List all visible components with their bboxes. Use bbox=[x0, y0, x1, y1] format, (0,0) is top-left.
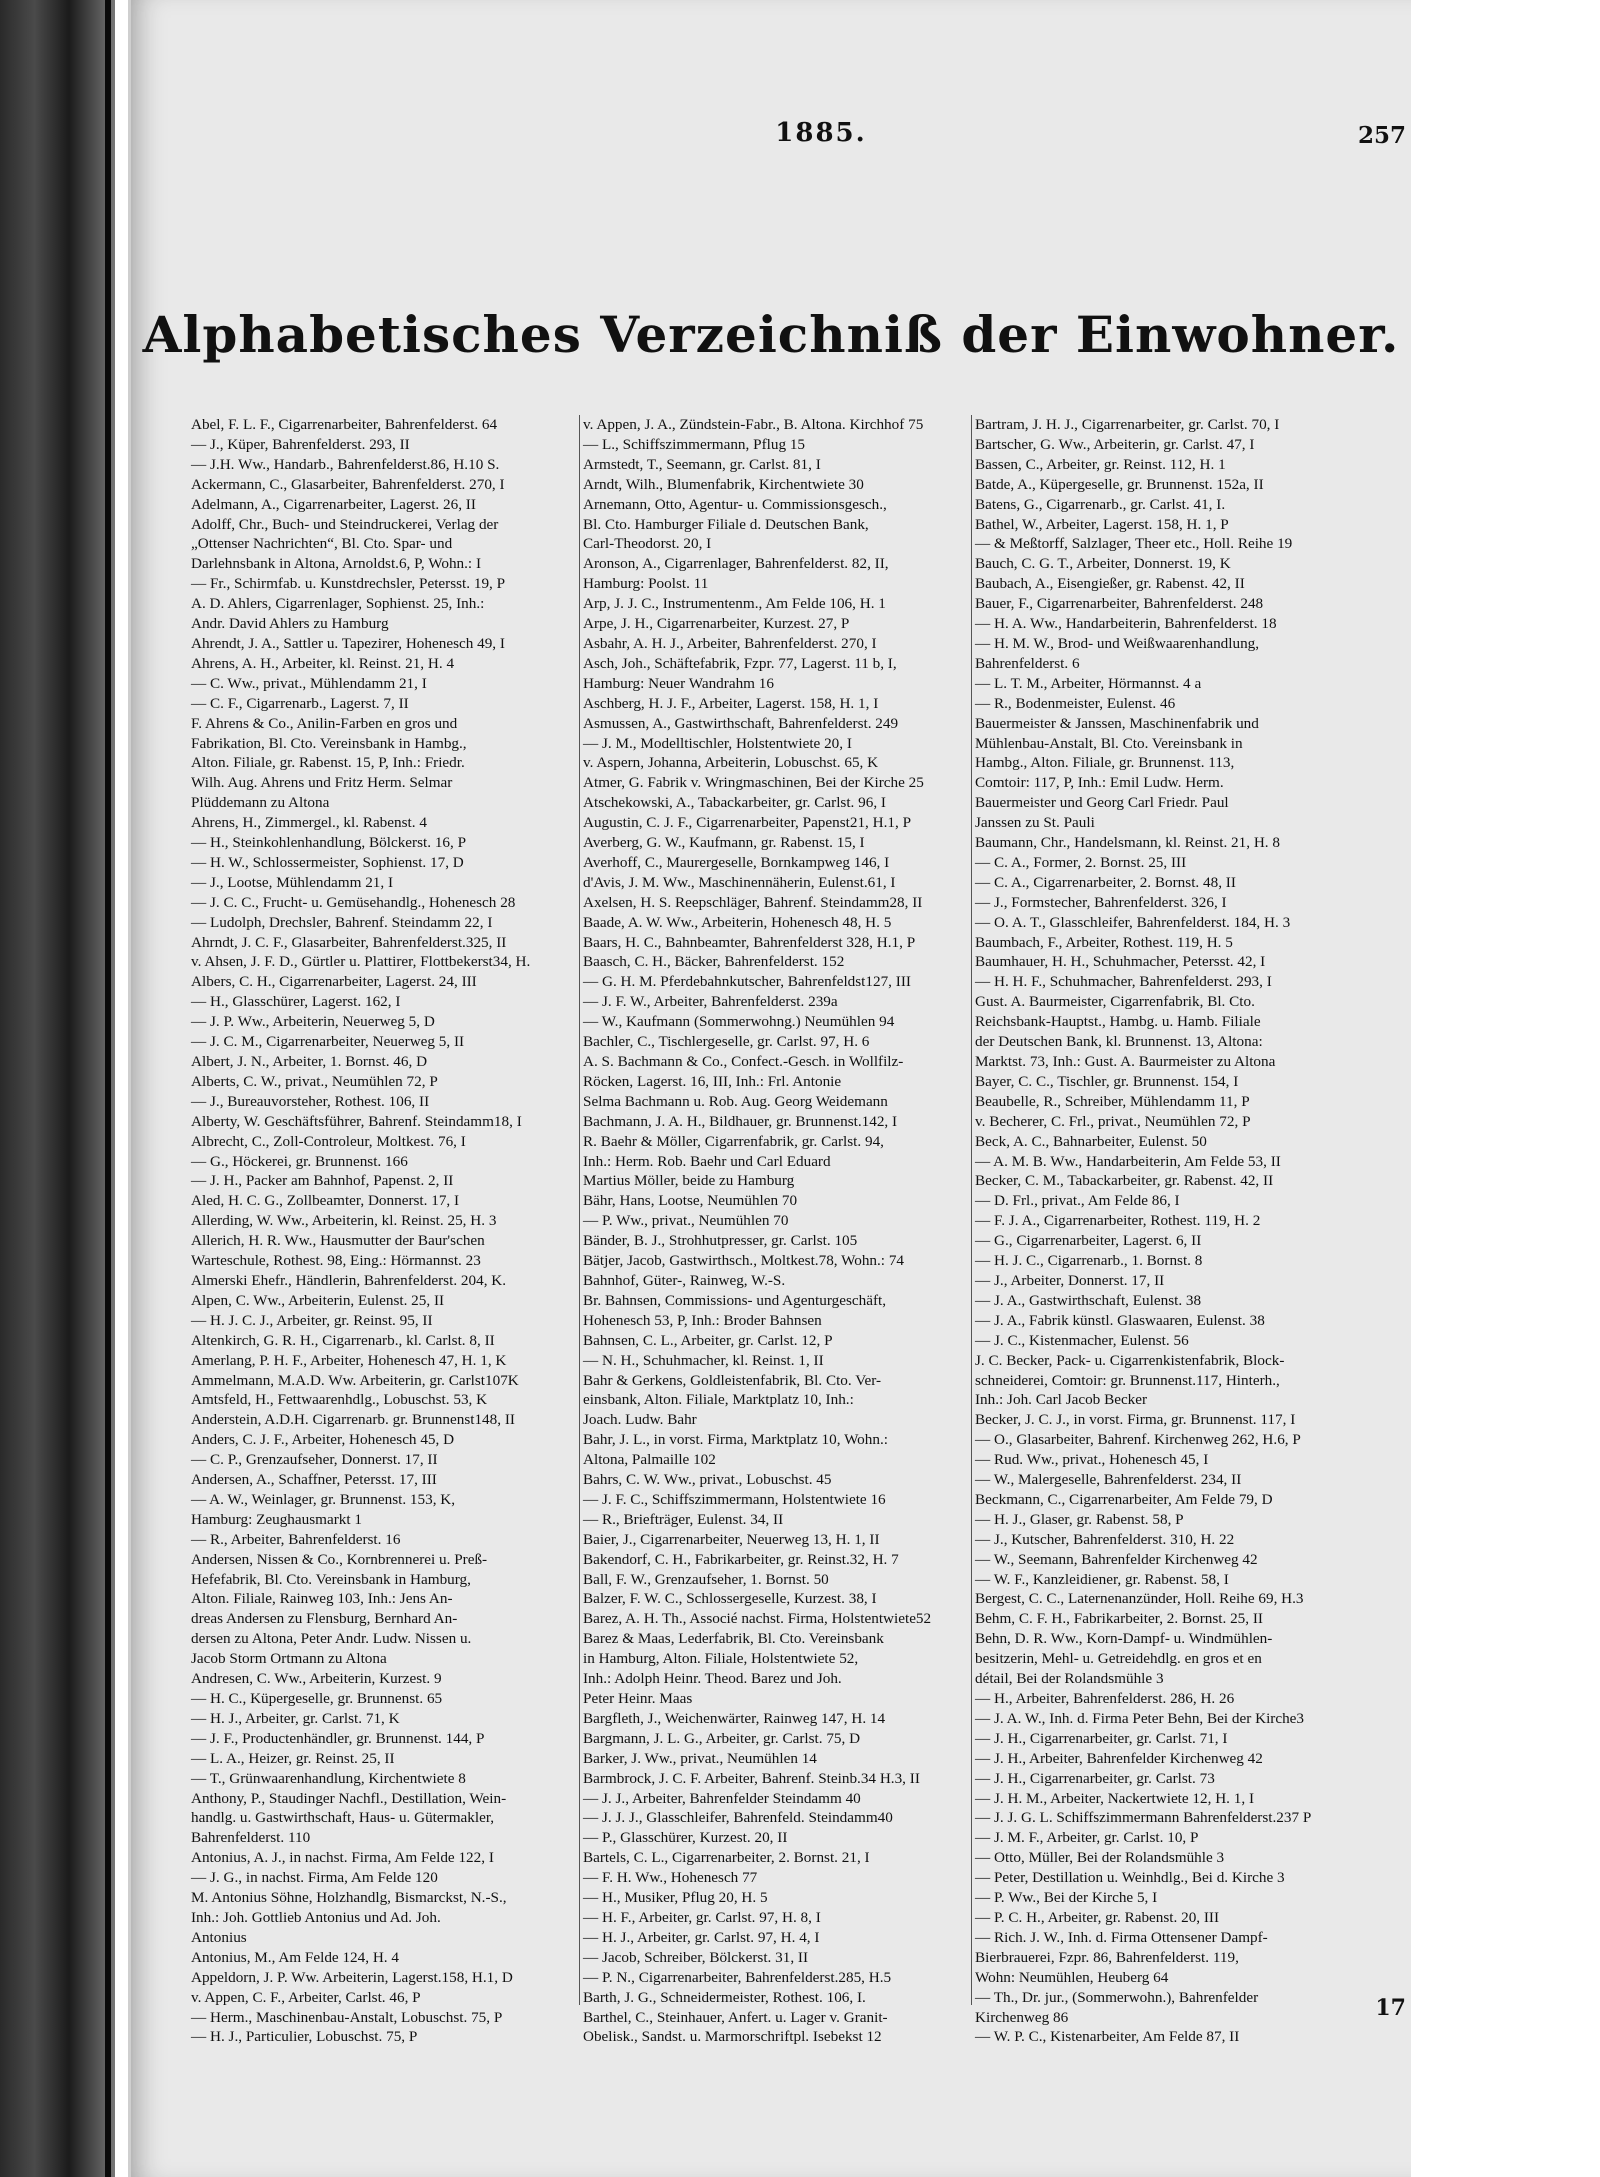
directory-line: einsbank, Alton. Filiale, Marktplatz 10, Inh.: bbox=[583, 1391, 854, 1409]
directory-line: Averhoff, C., Maurergeselle, Bornkampweg 146, I bbox=[583, 853, 890, 871]
directory-line: — J. C., Kistenmacher, Eulenst. 56 bbox=[975, 1331, 1189, 1349]
directory-line: Ahrendt, J. A., Sattler u. Tapezirer, Hohenesch 49, I bbox=[191, 634, 505, 652]
directory-line: Kirchenweg 86 bbox=[975, 2008, 1069, 2026]
directory-line: — P. Ww., privat., Neumühlen 70 bbox=[583, 1212, 789, 1230]
directory-line: Adolff, Chr., Buch- und Steindruckerei, Verlag der bbox=[191, 515, 499, 533]
directory-line: — H. J., Glaser, gr. Rabenst. 58, P bbox=[975, 1510, 1184, 1528]
directory-line: Bachler, C., Tischlergeselle, gr. Carlst. 97, H. 6 bbox=[583, 1033, 870, 1051]
directory-line: Baumhauer, H. H., Schuhmacher, Petersst. 42, I bbox=[975, 953, 1266, 971]
directory-line: Armstedt, T., Seemann, gr. Carlst. 81, I bbox=[583, 455, 821, 473]
directory-line: — H. J. C. J., Arbeiter, gr. Reinst. 95, II bbox=[191, 1311, 433, 1329]
directory-line: Inh.: Joh. Gottlieb Antonius und Ad. Joh. bbox=[191, 1908, 441, 1926]
directory-line: Warteschule, Rothest. 98, Eing.: Hörmannst. 23 bbox=[191, 1252, 481, 1270]
page-title: Alphabetisches Verzeichniß der Einwohner. bbox=[142, 305, 1400, 364]
directory-line: Alpen, C. Ww., Arbeiterin, Eulenst. 25, II bbox=[191, 1291, 445, 1309]
directory-line: Albrecht, C., Zoll-Controleur, Moltkest. 76, I bbox=[191, 1132, 466, 1150]
directory-line: — C. Ww., privat., Mühlendamm 21, I bbox=[191, 674, 427, 692]
directory-line: Asbahr, A. H. J., Arbeiter, Bahrenfelderst. 270, I bbox=[583, 634, 877, 652]
directory-line: Bartram, J. H. J., Cigarrenarbeiter, gr. Carlst. 70, I bbox=[975, 416, 1280, 433]
directory-line: Peter Heinr. Maas bbox=[583, 1690, 693, 1707]
directory-line: Arp, J. J. C., Instrumentenm., Am Felde 106, H. 1 bbox=[583, 595, 886, 613]
directory-line: — H. W., Schlossermeister, Sophienst. 17, D bbox=[191, 853, 464, 871]
directory-line: Antonius, A. J., in nachst. Firma, Am Felde 122, I bbox=[191, 1849, 494, 1867]
directory-line: — P. N., Cigarrenarbeiter, Bahrenfelderst.285, H.5 bbox=[583, 1968, 892, 1986]
directory-line: Augustin, C. J. F., Cigarrenarbeiter, Papenst21, H.1, P bbox=[583, 814, 912, 832]
directory-line: — J. H., Cigarrenarbeiter, gr. Carlst. 73 bbox=[975, 1769, 1215, 1787]
column-1 bbox=[191, 415, 575, 2046]
book-spine bbox=[0, 0, 115, 2177]
directory-line: Anderstein, A.D.H. Cigarrenarb. gr. Brunnenst148, II bbox=[191, 1411, 515, 1429]
directory-line: — J. F. W., Arbeiter, Bahrenfelderst. 239a bbox=[583, 993, 838, 1011]
directory-line: — J. A., Fabrik künstl. Glaswaaren, Eulenst. 38 bbox=[975, 1311, 1265, 1329]
directory-line: Röcken, Lagerst. 16, III, Inh.: Frl. Antonie bbox=[583, 1072, 842, 1090]
directory-line: — G., Höckerei, gr. Brunnenst. 166 bbox=[191, 1152, 408, 1170]
directory-line: — W., Kaufmann (Sommerwohng.) Neumühlen 94 bbox=[583, 1013, 895, 1031]
directory-line: Alberts, C. W., privat., Neumühlen 72, P bbox=[191, 1072, 438, 1090]
directory-line: A. S. Bachmann & Co., Confect.-Gesch. in Wollfilz- bbox=[583, 1053, 904, 1070]
directory-line: v. Becherer, C. Frl., privat., Neumühlen 72, P bbox=[975, 1112, 1251, 1130]
directory-line: Bahr & Gerkens, Goldleistenfabrik, Bl. Cto. Ver- bbox=[583, 1371, 882, 1389]
directory-line: Bayer, C. C., Tischler, gr. Brunnenst. 154, I bbox=[975, 1072, 1239, 1090]
directory-line: — N. H., Schuhmacher, kl. Reinst. 1, II bbox=[583, 1351, 824, 1369]
directory-line: — F. H. Ww., Hohenesch 77 bbox=[583, 1869, 758, 1887]
directory-line: Bähr, Hans, Lootse, Neumühlen 70 bbox=[583, 1192, 798, 1210]
directory-line: — J. C. M., Cigarrenarbeiter, Neuerweg 5, II bbox=[191, 1033, 465, 1051]
directory-line: Marktst. 73, Inh.: Gust. A. Baurmeister zu Altona bbox=[975, 1053, 1276, 1070]
directory-line: — J. H., Cigarrenarbeiter, gr. Carlst. 71, I bbox=[975, 1729, 1228, 1747]
directory-line: Obelisk., Sandst. u. Marmorschriftpl. Isebekst 12 bbox=[583, 2028, 882, 2046]
page-header bbox=[131, 110, 1411, 150]
directory-line: — J.H. Ww., Handarb., Bahrenfelderst.86, H.10 S. bbox=[191, 455, 500, 473]
directory-line: Asmussen, A., Gastwirthschaft, Bahrenfelderst. 249 bbox=[583, 714, 899, 732]
directory-line: Ammelmann, M.A.D. Ww. Arbeiterin, gr. Carlst107K bbox=[191, 1371, 519, 1389]
directory-line: Bierbrauerei, Fzpr. 86, Bahrenfelderst. 119, bbox=[975, 1948, 1239, 1966]
directory-line: Bahrenfelderst. 110 bbox=[191, 1829, 311, 1847]
page bbox=[128, 0, 1411, 2177]
directory-line: Batens, G., Cigarrenarb., gr. Carlst. 41, I. bbox=[975, 495, 1226, 513]
directory-line: — H., Glasschürer, Lagerst. 162, I bbox=[191, 993, 401, 1011]
directory-line: Bartscher, G. Ww., Arbeiterin, gr. Carlst. 47, I bbox=[975, 435, 1255, 453]
directory-line: — J., Formstecher, Bahrenfelderst. 326, I bbox=[975, 893, 1227, 911]
directory-line: Behm, C. F. H., Fabrikarbeiter, 2. Bornst. 25, II bbox=[975, 1610, 1263, 1628]
directory-line: Arpe, J. H., Cigarrenarbeiter, Kurzest. 27, P bbox=[583, 615, 850, 633]
directory-line: Bauermeister & Janssen, Maschinenfabrik und bbox=[975, 714, 1259, 732]
directory-line: Andr. David Ahlers zu Hamburg bbox=[191, 615, 389, 633]
directory-line: Abel, F. L. F., Cigarrenarbeiter, Bahrenfelderst. 64 bbox=[191, 416, 498, 433]
directory-line: Hefefabrik, Bl. Cto. Vereinsbank in Hamburg, bbox=[191, 1570, 471, 1588]
directory-line: besitzerin, Mehl- u. Getreidehdlg. en gros et en bbox=[975, 1650, 1262, 1668]
directory-line: Atmer, G. Fabrik v. Wringmaschinen, Bei der Kirche 25 bbox=[583, 774, 924, 792]
directory-line: Wilh. Aug. Ahrens und Fritz Herm. Selmar bbox=[191, 774, 453, 792]
directory-line: dreas Andersen zu Flensburg, Bernhard An- bbox=[191, 1610, 458, 1628]
directory-line: Bargfleth, J., Weichenwärter, Rainweg 147, H. 14 bbox=[583, 1709, 886, 1727]
directory-line: — H., Musiker, Pflug 20, H. 5 bbox=[583, 1889, 768, 1907]
directory-line: Hohenesch 53, P, Inh.: Broder Bahnsen bbox=[583, 1311, 822, 1329]
directory-line: Darlehnsbank in Altona, Arnoldst.6, P, Wohn.: I bbox=[191, 555, 481, 573]
directory-line: Bakendorf, C. H., Fabrikarbeiter, gr. Reinst.32, H. 7 bbox=[583, 1550, 899, 1568]
directory-line: — H. F., Arbeiter, gr. Carlst. 97, H. 8, I bbox=[583, 1908, 821, 1926]
directory-line: Hamburg: Neuer Wandrahm 16 bbox=[583, 674, 774, 692]
directory-line: — J. P. Ww., Arbeiterin, Neuerweg 5, D bbox=[191, 1013, 435, 1031]
directory-line: Allerich, H. R. Ww., Hausmutter der Baur'schen bbox=[191, 1232, 485, 1250]
directory-line: Averberg, G. W., Kaufmann, gr. Rabenst. 15, I bbox=[583, 834, 865, 852]
directory-line: — W., Malergeselle, Bahrenfelderst. 234, II bbox=[975, 1471, 1242, 1489]
directory-line: Batde, A., Küpergeselle, gr. Brunnenst. 152a, II bbox=[975, 475, 1264, 493]
directory-line: Martius Möller, beide zu Hamburg bbox=[583, 1172, 795, 1190]
directory-line: Barthel, C., Steinhauer, Anfert. u. Lager v. Granit- bbox=[583, 2008, 888, 2026]
directory-line: Baasch, C. H., Bäcker, Bahrenfelderst. 152 bbox=[583, 953, 845, 971]
directory-line: Beaubelle, R., Schreiber, Mühlendamm 11, P bbox=[975, 1092, 1250, 1110]
directory-line: Inh.: Adolph Heinr. Theod. Barez und Joh. bbox=[583, 1670, 842, 1688]
directory-line: Ahrens, A. H., Arbeiter, kl. Reinst. 21, H. 4 bbox=[191, 654, 455, 672]
directory-line: Inh.: Herm. Rob. Baehr und Carl Eduard bbox=[583, 1152, 831, 1170]
directory-line: Atschekowski, A., Tabackarbeiter, gr. Carlst. 96, I bbox=[583, 794, 886, 812]
directory-line: Jacob Storm Ortmann zu Altona bbox=[191, 1650, 387, 1668]
directory-line: — L., Schiffszimmermann, Pflug 15 bbox=[583, 435, 806, 453]
directory-line: Anders, C. J. F., Arbeiter, Hohenesch 45, D bbox=[191, 1431, 455, 1449]
directory-line: Barmbrock, J. C. F. Arbeiter, Bahrenf. Steinb.34 H.3, II bbox=[583, 1769, 920, 1787]
directory-line: Ahrndt, J. C. F., Glasarbeiter, Bahrenfelderst.325, II bbox=[191, 933, 507, 951]
directory-line: Andresen, C. Ww., Arbeiterin, Kurzest. 9 bbox=[191, 1670, 442, 1688]
directory-line: Baade, A. W. Ww., Arbeiterin, Hohenesch 48, H. 5 bbox=[583, 913, 892, 931]
directory-line: — & Meßtorff, Salzlager, Theer etc., Holl. Reihe 19 bbox=[975, 535, 1293, 553]
directory-line: Altenkirch, G. R. H., Cigarrenarb., kl. Carlst. 8, II bbox=[191, 1331, 495, 1349]
directory-line: Hamburg: Zeughausmarkt 1 bbox=[191, 1510, 362, 1528]
directory-line: Arndt, Wilh., Blumenfabrik, Kirchentwiete 30 bbox=[583, 475, 864, 493]
directory-line: — H. M. W., Brod- und Weißwaarenhandlung, bbox=[975, 634, 1260, 652]
directory-line: Appeldorn, J. P. Ww. Arbeiterin, Lagerst.158, H.1, D bbox=[191, 1968, 513, 1986]
directory-line: in Hamburg, Alton. Filiale, Holstentwiete 52, bbox=[583, 1650, 859, 1668]
directory-line: Reichsbank-Hauptst., Hambg. u. Hamb. Filiale bbox=[975, 1013, 1261, 1031]
directory-line: Beckmann, C., Cigarrenarbeiter, Am Felde 79, D bbox=[975, 1490, 1273, 1508]
directory-line: R. Baehr & Möller, Cigarrenfabrik, gr. Carlst. 94, bbox=[583, 1132, 884, 1150]
directory-line: — C. F., Cigarrenarb., Lagerst. 7, II bbox=[191, 694, 409, 712]
directory-line: Ball, F. W., Grenzaufseher, 1. Bornst. 50 bbox=[583, 1570, 829, 1588]
directory-line: Aled, H. C. G., Zollbeamter, Donnerst. 17, I bbox=[191, 1192, 460, 1210]
directory-line: — J. G., in nachst. Firma, Am Felde 120 bbox=[191, 1869, 438, 1887]
directory-line: — J. H., Arbeiter, Bahrenfelder Kirchenweg 42 bbox=[975, 1749, 1263, 1767]
directory-line: Bartels, C. L., Cigarrenarbeiter, 2. Bornst. 21, I bbox=[583, 1849, 870, 1867]
directory-line: Bauch, C. G. T., Arbeiter, Donnerst. 19, K bbox=[975, 555, 1231, 573]
column-2 bbox=[583, 415, 967, 2046]
directory-line: — J. J. G. L. Schiffszimmermann Bahrenfelderst.237 P bbox=[975, 1809, 1312, 1827]
directory-line: — Otto, Müller, Bei der Rolandsmühle 3 bbox=[975, 1849, 1225, 1867]
directory-line: der Deutschen Bank, kl. Brunnenst. 13, Altona: bbox=[975, 1033, 1263, 1051]
directory-line: — J. F. C., Schiffszimmermann, Holstentwiete 16 bbox=[583, 1490, 886, 1508]
directory-line: Beck, A. C., Bahnarbeiter, Eulenst. 50 bbox=[975, 1132, 1207, 1150]
directory-line: Andersen, Nissen & Co., Kornbrennerei u. Preß- bbox=[191, 1550, 488, 1568]
directory-line: — J. M., Modelltischler, Holstentwiete 20, I bbox=[583, 734, 852, 752]
directory-line: — Rich. J. W., Inh. d. Firma Ottensener Dampf- bbox=[975, 1928, 1268, 1946]
directory-line: Bahnhof, Güter-, Rainweg, W.-S. bbox=[583, 1271, 786, 1289]
directory-line: — Ludolph, Drechsler, Bahrenf. Steindamm 22, I bbox=[191, 913, 493, 931]
directory-line: Bergest, C. C., Laternenanzünder, Holl. Reihe 69, H.3 bbox=[975, 1590, 1304, 1608]
directory-line: Selma Bachmann u. Rob. Aug. Georg Weidemann bbox=[583, 1092, 888, 1110]
directory-line: détail, Bei der Rolandsmühle 3 bbox=[975, 1670, 1164, 1688]
directory-line: — J. F., Productenhändler, gr. Brunnenst. 144, P bbox=[191, 1729, 485, 1747]
directory-line: — C. P., Grenzaufseher, Donnerst. 17, II bbox=[191, 1451, 438, 1469]
directory-line: — W. F., Kanzleidiener, gr. Rabenst. 58, I bbox=[975, 1570, 1229, 1588]
directory-line: A. D. Ahlers, Cigarrenlager, Sophienst. 25, Inh.: bbox=[191, 595, 485, 613]
directory-line: Anthony, P., Staudinger Nachfl., Destillation, Wein- bbox=[191, 1789, 507, 1807]
directory-line: — J. A. W., Inh. d. Firma Peter Behn, Bei der Kirche3 bbox=[975, 1709, 1305, 1727]
directory-line: Hamburg: Poolst. 11 bbox=[583, 575, 709, 593]
directory-line: — Rud. Ww., privat., Hohenesch 45, I bbox=[975, 1451, 1209, 1469]
directory-line: Adelmann, A., Cigarrenarbeiter, Lagerst. 26, II bbox=[191, 495, 476, 513]
directory-line: v. Appen, C. F., Arbeiter, Carlst. 46, P bbox=[191, 1988, 421, 2006]
directory-line: — W., Seemann, Bahrenfelder Kirchenweg 42 bbox=[975, 1550, 1258, 1568]
page-year: 1885. bbox=[775, 118, 867, 148]
directory-line: — J., Lootse, Mühlendamm 21, I bbox=[191, 873, 394, 891]
directory-line: Gust. A. Baurmeister, Cigarrenfabrik, Bl. Cto. bbox=[975, 993, 1255, 1011]
directory-line: — O., Glasarbeiter, Bahrenf. Kirchenweg 262, H.6, P bbox=[975, 1431, 1301, 1449]
directory-line: — T., Grünwaarenhandlung, Kirchentwiete 8 bbox=[191, 1769, 466, 1787]
directory-line: — Th., Dr. jur., (Sommerwohn.), Bahrenfelder bbox=[975, 1988, 1259, 2006]
directory-line: Antonius bbox=[191, 1928, 247, 1946]
directory-line: — H. C., Küpergeselle, gr. Brunnenst. 65 bbox=[191, 1690, 443, 1707]
directory-line: Inh.: Joh. Carl Jacob Becker bbox=[975, 1391, 1148, 1409]
directory-line: v. Ahsen, J. F. D., Gürtler u. Plattirer, Flottbekerst34, H. bbox=[191, 953, 531, 971]
directory-line: — J. J., Arbeiter, Bahrenfelder Steindamm 40 bbox=[583, 1789, 861, 1807]
directory-line: — C. A., Former, 2. Bornst. 25, III bbox=[975, 853, 1187, 871]
directory-line: Almerski Ehefr., Händlerin, Bahrenfelderst. 204, K. bbox=[191, 1271, 507, 1289]
directory-line: Barth, J. G., Schneidermeister, Rothest. 106, I. bbox=[583, 1988, 866, 2006]
directory-line: Alton. Filiale, gr. Rabenst. 15, P, Inh.: Friedr. bbox=[191, 754, 465, 772]
directory-line: Barez, A. H. Th., Associé nachst. Firma, Holstentwiete52 bbox=[583, 1610, 932, 1628]
directory-line: handlg. u. Gastwirthschaft, Haus- u. Gütermakler, bbox=[191, 1809, 495, 1827]
directory-line: Alberty, W. Geschäftsführer, Bahrenf. Steindamm18, I bbox=[191, 1112, 522, 1130]
directory-line: — J. H., Packer am Bahnhof, Papenst. 2, II bbox=[191, 1172, 454, 1190]
directory-line: — J. H. M., Arbeiter, Nackertwiete 12, H. 1, I bbox=[975, 1789, 1255, 1807]
directory-line: Bahr, J. L., in vorst. Firma, Marktplatz 10, Wohn.: bbox=[583, 1431, 888, 1449]
directory-line: — H. J., Particulier, Lobuschst. 75, P bbox=[191, 2028, 418, 2046]
directory-line: Bargmann, J. L. G., Arbeiter, gr. Carlst. 75, D bbox=[583, 1729, 861, 1747]
directory-line: Comtoir: 117, P, Inh.: Emil Ludw. Herm. bbox=[975, 774, 1224, 792]
directory-line: Barez & Maas, Lederfabrik, Bl. Cto. Vereinsbank bbox=[583, 1630, 884, 1648]
directory-line: Bahrs, C. W. Ww., privat., Lobuschst. 45 bbox=[583, 1471, 832, 1489]
directory-line: — A. W., Weinlager, gr. Brunnenst. 153, K, bbox=[191, 1490, 456, 1508]
directory-line: Ahrens, H., Zimmergel., kl. Rabenst. 4 bbox=[191, 814, 427, 832]
directory-line: Antonius, M., Am Felde 124, H. 4 bbox=[191, 1948, 399, 1966]
directory-line: Ackermann, C., Glasarbeiter, Bahrenfelderst. 270, I bbox=[191, 475, 505, 493]
directory-line: Janssen zu St. Pauli bbox=[975, 814, 1095, 832]
directory-line: — H., Steinkohlenhandlung, Bölckerst. 16, P bbox=[191, 834, 467, 852]
directory-line: F. Ahrens & Co., Anilin-Farben en gros und bbox=[191, 714, 458, 732]
directory-columns bbox=[191, 415, 1361, 2046]
directory-line: Allerding, W. Ww., Arbeiterin, kl. Reinst. 25, H. 3 bbox=[191, 1212, 497, 1230]
directory-line: Baumbach, F., Arbeiter, Rothest. 119, H. 5 bbox=[975, 933, 1233, 951]
directory-line: Behn, D. R. Ww., Korn-Dampf- u. Windmühlen- bbox=[975, 1630, 1273, 1648]
directory-line: Aronson, A., Cigarrenlager, Bahrenfelderst. 82, II, bbox=[583, 555, 889, 573]
sheet-signature: 17 bbox=[1375, 1995, 1406, 2021]
column-divider bbox=[579, 415, 580, 2005]
directory-line: — P., Glasschürer, Kurzest. 20, II bbox=[583, 1829, 788, 1847]
directory-line: Amtsfeld, H., Fettwaarenhdlg., Lobuschst. 53, K bbox=[191, 1391, 488, 1409]
directory-line: Baumann, Chr., Handelsmann, kl. Reinst. 21, H. 8 bbox=[975, 834, 1280, 852]
directory-line: Fabrikation, Bl. Cto. Vereinsbank in Hambg., bbox=[191, 734, 467, 752]
directory-line: J. C. Becker, Pack- u. Cigarrenkistenfabrik, Block- bbox=[975, 1351, 1285, 1369]
directory-line: Baubach, A., Eisengießer, gr. Rabenst. 42, II bbox=[975, 575, 1245, 593]
directory-line: Bänder, B. J., Strohhutpresser, gr. Carlst. 105 bbox=[583, 1232, 858, 1250]
directory-line: dersen zu Altona, Peter Andr. Ludw. Nissen u. bbox=[191, 1630, 472, 1648]
directory-line: — O. A. T., Glasschleifer, Bahrenfelderst. 184, H. 3 bbox=[975, 913, 1291, 931]
directory-line: Baier, J., Cigarrenarbeiter, Neuerweg 13, H. 1, II bbox=[583, 1530, 880, 1548]
directory-line: Plüddemann zu Altona bbox=[191, 794, 330, 812]
directory-line: — P. Ww., Bei der Kirche 5, I bbox=[975, 1889, 1158, 1907]
directory-line: Hambg., Alton. Filiale, gr. Brunnenst. 113, bbox=[975, 754, 1235, 772]
directory-line: — L. A., Heizer, gr. Reinst. 25, II bbox=[191, 1749, 395, 1767]
directory-line: M. Antonius Söhne, Holzhandlg, Bismarckst, N.-S., bbox=[191, 1889, 507, 1907]
directory-line: Bauermeister und Georg Carl Friedr. Paul bbox=[975, 794, 1229, 812]
directory-line: Joach. Ludw. Bahr bbox=[583, 1411, 697, 1429]
directory-line: Bassen, C., Arbeiter, gr. Reinst. 112, H. 1 bbox=[975, 455, 1226, 473]
directory-line: — Peter, Destillation u. Weinhdlg., Bei d. Kirche 3 bbox=[975, 1869, 1285, 1887]
directory-line: Bathel, W., Arbeiter, Lagerst. 158, H. 1, P bbox=[975, 515, 1229, 533]
directory-line: Aschberg, H. J. F., Arbeiter, Lagerst. 158, H. 1, I bbox=[583, 694, 879, 712]
directory-line: Asch, Joh., Schäftefabrik, Fzpr. 77, Lagerst. 11 b, I, bbox=[583, 654, 897, 672]
directory-line: — H. J. C., Cigarrenarb., 1. Bornst. 8 bbox=[975, 1252, 1203, 1270]
directory-line: — C. A., Cigarrenarbeiter, 2. Bornst. 48, II bbox=[975, 873, 1236, 891]
directory-line: — R., Arbeiter, Bahrenfelderst. 16 bbox=[191, 1530, 401, 1548]
directory-line: — L. T. M., Arbeiter, Hörmannst. 4 a bbox=[975, 674, 1202, 692]
directory-line: Barker, J. Ww., privat., Neumühlen 14 bbox=[583, 1749, 817, 1767]
directory-line: — J. A., Gastwirthschaft, Eulenst. 38 bbox=[975, 1291, 1202, 1309]
directory-line: Baars, H. C., Bahnbeamter, Bahrenfelderst 328, H.1, P bbox=[583, 933, 916, 951]
directory-line: — G. H. M. Pferdebahnkutscher, Bahrenfeldst127, III bbox=[583, 973, 911, 991]
directory-line: Bahnsen, C. L., Arbeiter, gr. Carlst. 12, P bbox=[583, 1331, 833, 1349]
directory-line: — H. J., Arbeiter, gr. Carlst. 97, H. 4, I bbox=[583, 1928, 820, 1946]
column-3 bbox=[975, 415, 1359, 2046]
directory-line: — J. M. F., Arbeiter, gr. Carlst. 10, P bbox=[975, 1829, 1199, 1847]
directory-line: Albers, C. H., Cigarrenarbeiter, Lagerst. 24, III bbox=[191, 973, 477, 991]
directory-line: — G., Cigarrenarbeiter, Lagerst. 6, II bbox=[975, 1232, 1202, 1250]
directory-line: — H. A. Ww., Handarbeiterin, Bahrenfelderst. 18 bbox=[975, 615, 1277, 633]
directory-line: — A. M. B. Ww., Handarbeiterin, Am Felde 53, II bbox=[975, 1152, 1281, 1170]
directory-line: — H. H. F., Schuhmacher, Bahrenfelderst. 293, I bbox=[975, 973, 1272, 991]
directory-line: — H. J., Arbeiter, gr. Carlst. 71, K bbox=[191, 1709, 400, 1727]
directory-line: Carl-Theodorst. 20, I bbox=[583, 535, 712, 553]
directory-line: — Herm., Maschinenbau-Anstalt, Lobuschst. 75, P bbox=[191, 2008, 503, 2026]
directory-line: d'Avis, J. M. Ww., Maschinennäherin, Eulenst.61, I bbox=[583, 873, 896, 891]
directory-line: Andersen, A., Schaffner, Petersst. 17, III bbox=[191, 1471, 437, 1489]
directory-line: — D. Frl., privat., Am Felde 86, I bbox=[975, 1192, 1180, 1210]
directory-line: — J. J. J., Glasschleifer, Bahrenfeld. Steindamm40 bbox=[583, 1809, 893, 1827]
directory-line: Wohn: Neumühlen, Heuberg 64 bbox=[975, 1968, 1169, 1986]
directory-line: — J., Arbeiter, Donnerst. 17, II bbox=[975, 1271, 1165, 1289]
directory-line: Arnemann, Otto, Agentur- u. Commissionsgesch., bbox=[583, 495, 887, 513]
directory-line: Becker, J. C. J., in vorst. Firma, gr. Brunnenst. 117, I bbox=[975, 1411, 1296, 1429]
directory-line: — J., Küper, Bahrenfelderst. 293, II bbox=[191, 435, 410, 453]
directory-line: Becker, C. M., Tabackarbeiter, gr. Rabenst. 42, II bbox=[975, 1172, 1274, 1190]
directory-line: — J. C. C., Frucht- u. Gemüsehandlg., Hohenesch 28 bbox=[191, 893, 516, 911]
directory-line: Bachmann, J. A. H., Bildhauer, gr. Brunnenst.142, I bbox=[583, 1112, 898, 1130]
directory-line: — P. C. H., Arbeiter, gr. Rabenst. 20, III bbox=[975, 1908, 1220, 1926]
directory-line: „Ottenser Nachrichten“, Bl. Cto. Spar- und bbox=[191, 535, 453, 553]
directory-line: Altona, Palmaille 102 bbox=[583, 1451, 716, 1469]
directory-line: Bl. Cto. Hamburger Filiale d. Deutschen Bank, bbox=[583, 515, 869, 533]
directory-line: v. Aspern, Johanna, Arbeiterin, Lobuschst. 65, K bbox=[583, 754, 879, 772]
column-divider bbox=[971, 415, 972, 2005]
directory-line: — W. P. C., Kistenarbeiter, Am Felde 87, II bbox=[975, 2028, 1240, 2046]
directory-line: schneiderei, Comtoir: gr. Brunnenst.117, Hinterh., bbox=[975, 1371, 1280, 1389]
directory-line: Mühlenbau-Anstalt, Bl. Cto. Vereinsbank in bbox=[975, 734, 1243, 752]
directory-line: — Fr., Schirmfab. u. Kunstdrechsler, Petersst. 19, P bbox=[191, 575, 506, 593]
directory-line: Balzer, F. W. C., Schlossergeselle, Kurzest. 38, I bbox=[583, 1590, 877, 1608]
directory-line: Alton. Filiale, Rainweg 103, Inh.: Jens An- bbox=[191, 1590, 453, 1608]
directory-line: — R., Briefträger, Eulenst. 34, II bbox=[583, 1510, 784, 1528]
directory-line: Bahrenfelderst. 6 bbox=[975, 654, 1080, 672]
directory-line: — J., Kutscher, Bahrenfelderst. 310, H. 22 bbox=[975, 1530, 1235, 1548]
directory-line: Axelsen, H. S. Reepschläger, Bahrenf. Steindamm28, II bbox=[583, 893, 923, 911]
directory-line: — Jacob, Schreiber, Bölckerst. 31, II bbox=[583, 1948, 809, 1966]
directory-line: Albert, J. N., Arbeiter, 1. Bornst. 46, D bbox=[191, 1053, 428, 1070]
page-number: 257 bbox=[1357, 122, 1406, 149]
directory-line: v. Appen, J. A., Zündstein-Fabr., B. Altona. Kirchhof 75 bbox=[583, 416, 924, 433]
directory-line: Bauer, F., Cigarrenarbeiter, Bahrenfelderst. 248 bbox=[975, 595, 1264, 613]
spine-edge bbox=[105, 0, 111, 2177]
directory-line: Amerlang, P. H. F., Arbeiter, Hohenesch 47, H. 1, K bbox=[191, 1351, 507, 1369]
directory-line: — H., Arbeiter, Bahrenfelderst. 286, H. 26 bbox=[975, 1690, 1235, 1707]
directory-line: Bätjer, Jacob, Gastwirthsch., Moltkest.78, Wohn.: 74 bbox=[583, 1252, 905, 1270]
directory-line: — R., Bodenmeister, Eulenst. 46 bbox=[975, 694, 1176, 712]
directory-line: Br. Bahnsen, Commissions- und Agenturgeschäft, bbox=[583, 1291, 887, 1309]
directory-line: — J., Bureauvorsteher, Rothest. 106, II bbox=[191, 1092, 430, 1110]
directory-line: — F. J. A., Cigarrenarbeiter, Rothest. 119, H. 2 bbox=[975, 1212, 1261, 1230]
